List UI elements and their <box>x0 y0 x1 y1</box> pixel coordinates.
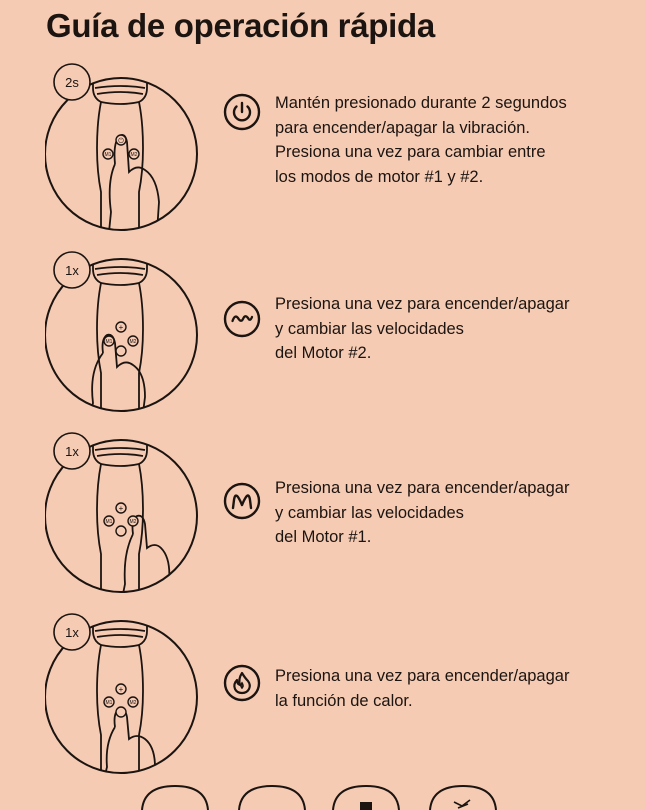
m2-button-label: M2 <box>129 519 137 525</box>
flame-icon <box>222 663 262 703</box>
device-illustration <box>45 243 205 413</box>
description-line: Mantén presionado durante 2 segundos <box>275 94 567 112</box>
m1-button-label: M1 <box>105 339 113 345</box>
step-heat <box>0 605 645 785</box>
device-illustration <box>45 424 205 594</box>
description-line: para encender/apagar la vibración. <box>275 118 531 137</box>
device-illustration <box>45 605 205 775</box>
step-description <box>275 476 620 550</box>
bottom-circle-icon <box>428 780 498 810</box>
description-line: del Motor #1. <box>275 528 372 546</box>
m2-button-label: M2 <box>129 700 137 706</box>
m1-button-label: M1 <box>105 519 113 525</box>
bottom-circle-icon <box>331 780 401 810</box>
m2-button-label: M2 <box>129 339 137 345</box>
power-icon <box>222 92 262 132</box>
duration-badge: 2s <box>65 75 79 90</box>
m2-button-label: M2 <box>130 152 138 158</box>
step-power <box>0 62 645 242</box>
press-count-badge: 1x <box>65 625 79 640</box>
bottom-icon-row <box>0 780 645 807</box>
description-line: y cambiar las velocidades <box>275 503 464 522</box>
svg-text:⏻: ⏻ <box>118 138 124 145</box>
description-line: Presiona una vez para cambiar entre <box>275 143 546 161</box>
press-count-badge: 1x <box>65 263 79 278</box>
description-line: del Motor #2. <box>275 344 372 362</box>
device-illustration <box>45 62 205 232</box>
svg-text:+: + <box>118 685 124 694</box>
m1-button-label: M1 <box>105 700 113 706</box>
press-count-badge: 1x <box>65 444 79 459</box>
description-line: Presiona una vez para encender/apagar <box>275 295 570 313</box>
bottom-circle-icon <box>237 780 307 810</box>
description-line: Presiona una vez para encender/apagar <box>275 667 570 685</box>
page-title: Guía de operación rápida <box>46 7 435 44</box>
step-description <box>275 91 620 189</box>
m1-button-label: M1 <box>104 152 112 158</box>
step-motor-1 <box>0 424 645 604</box>
wave-icon <box>222 299 262 339</box>
svg-text:+: + <box>118 323 124 332</box>
step-description <box>275 292 620 366</box>
description-line: los modos de motor #1 y #2. <box>275 167 484 186</box>
description-line: la función de calor. <box>275 691 413 710</box>
bottom-circle-icon <box>140 780 210 810</box>
step-motor-2 <box>0 243 645 423</box>
m-wave-icon <box>222 481 262 521</box>
description-line: Presiona una vez para encender/apagar <box>275 479 570 497</box>
description-line: y cambiar las velocidades <box>275 319 464 338</box>
svg-text:+: + <box>118 504 124 513</box>
step-description <box>275 664 620 713</box>
